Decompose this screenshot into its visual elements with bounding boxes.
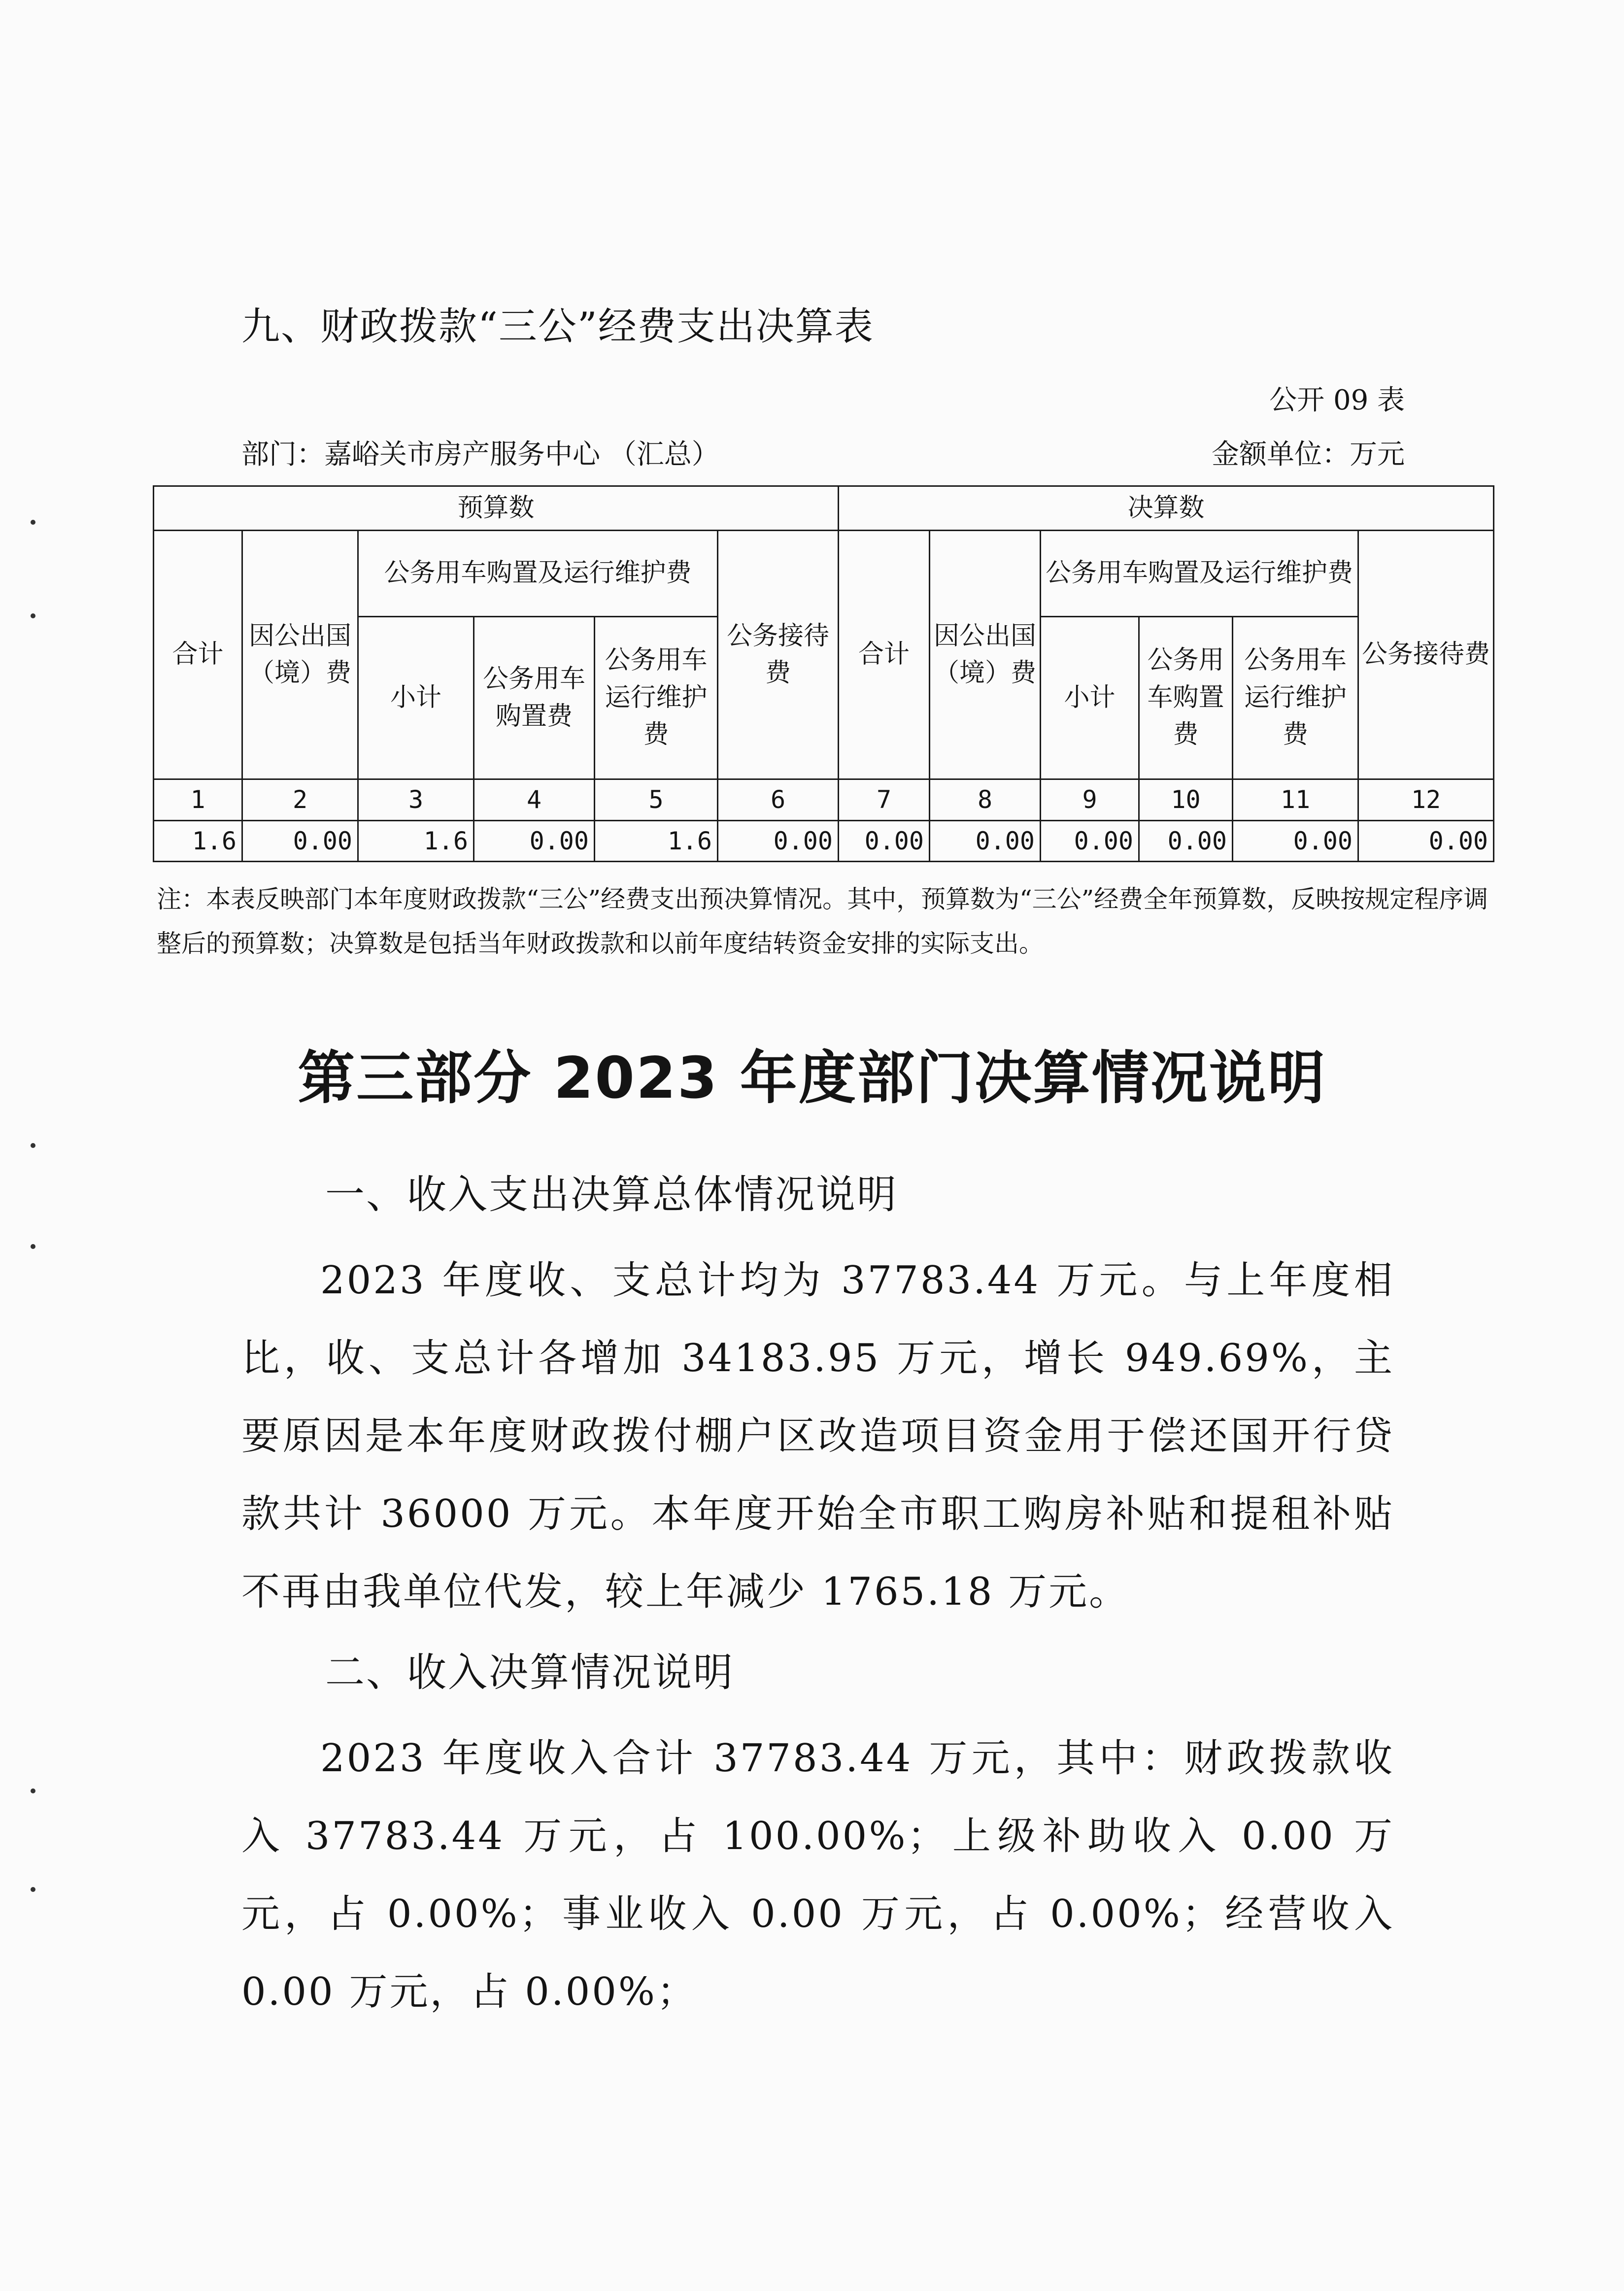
- budget-group-header: 预算数: [154, 486, 839, 531]
- actual-subtotal-header: 小计: [1041, 617, 1139, 779]
- three-public-expenditure-table: [153, 485, 1494, 862]
- value-cell: 1.6: [358, 820, 474, 862]
- col-number: 2: [242, 779, 358, 821]
- value-cell: 0.00: [474, 820, 595, 862]
- value-cell: 0.00: [1139, 820, 1233, 862]
- col-number: 12: [1358, 779, 1494, 821]
- value-cell: 0.00: [1233, 820, 1358, 862]
- binder-mark: [31, 613, 35, 618]
- col-number: 7: [839, 779, 930, 821]
- part-title: 第三部分 2023 年度部门决算情况说明: [298, 1045, 1326, 1112]
- budget-car-run-header: 公务用车运行维护费: [595, 617, 718, 779]
- actual-car-group-header: 公务用车购置及运行维护费: [1041, 531, 1358, 617]
- value-row: [154, 820, 1494, 862]
- value-cell: 0.00: [242, 820, 358, 862]
- binder-mark: [31, 1788, 35, 1793]
- value-cell: 0.00: [1358, 820, 1494, 862]
- overall-paragraph: 2023 年度收、支总计均为 37783.44 万元。与上年度相比，收、支总计各增加 34183.95 万元，增长 949.69%，主要原因是本年度财政拨付棚户区改造项目资金用于偿还国开行贷款共计 36000 万元。本年度开始全市职工购房补贴和提租补贴不再由我单位代发，较上年减少 1765.18 万元。: [241, 1258, 1394, 1614]
- table-note: 注：本表反映部门本年度财政拨款“三公”经费支出预决算情况。其中，预算数为“三公”经费全年预算数，反映按规定程序调整后的预算数；决算数是包括当年财政拨款和以前年度结转资金安排的实际支出。: [157, 885, 1489, 958]
- col-number: 5: [595, 779, 718, 821]
- actual-car-run-header: 公务用车运行维护费: [1233, 617, 1358, 779]
- value-cell: 1.6: [595, 820, 718, 862]
- col-number: 6: [718, 779, 839, 821]
- budget-subtotal-header: 小计: [358, 617, 474, 779]
- budget-car-group-header: 公务用车购置及运行维护费: [358, 531, 718, 617]
- actual-group-header: 决算数: [839, 486, 1494, 531]
- budget-abroad-header: 因公出国（境）费: [242, 531, 358, 779]
- income-paragraph: 2023 年度收入合计 37783.44 万元，其中：财政拨款收入 37783.44 万元，占 100.00%；上级补助收入 0.00 万元，占 0.00%；事业收入 0.00 万元，占 0.00%；经营收入 0.00 万元，占 0.00%；: [241, 1736, 1394, 2014]
- binder-mark: [31, 520, 35, 525]
- column-number-row: [154, 779, 1494, 821]
- col-number: 3: [358, 779, 474, 821]
- col-number: 9: [1041, 779, 1139, 821]
- value-cell: 0.00: [718, 820, 839, 862]
- actual-abroad-header: 因公出国（境）费: [930, 531, 1041, 779]
- col-number: 1: [154, 779, 242, 821]
- actual-reception-header: 公务接待费: [1358, 531, 1494, 779]
- actual-car-purchase-header: 公务用车购置费: [1139, 617, 1233, 779]
- budget-reception-header: 公务接待费: [718, 531, 839, 779]
- value-cell: 0.00: [839, 820, 930, 862]
- col-number: 4: [474, 779, 595, 821]
- section-title: 九、财政拨款“三公”经费支出决算表: [241, 304, 874, 349]
- binder-mark: [31, 1887, 35, 1892]
- col-number: 10: [1139, 779, 1233, 821]
- col-number: 11: [1233, 779, 1358, 821]
- actual-total-header: 合计: [839, 531, 930, 779]
- budget-total-header: 合计: [154, 531, 242, 779]
- subsection-title-overall: 一、收入支出决算总体情况说明: [325, 1172, 898, 1217]
- value-cell: 0.00: [930, 820, 1041, 862]
- budget-car-purchase-header: 公务用车购置费: [474, 617, 595, 779]
- binder-mark: [31, 1244, 35, 1249]
- subsection-title-income: 二、收入决算情况说明: [325, 1650, 734, 1695]
- department-label: 部门：嘉峪关市房产服务中心 （汇总）: [241, 438, 719, 471]
- amount-unit-label: 金额单位：万元: [1212, 438, 1405, 471]
- value-cell: 1.6: [154, 820, 242, 862]
- col-number: 8: [930, 779, 1041, 821]
- binder-mark: [31, 1143, 35, 1148]
- value-cell: 0.00: [1041, 820, 1139, 862]
- form-number: 公开 09 表: [1269, 384, 1405, 416]
